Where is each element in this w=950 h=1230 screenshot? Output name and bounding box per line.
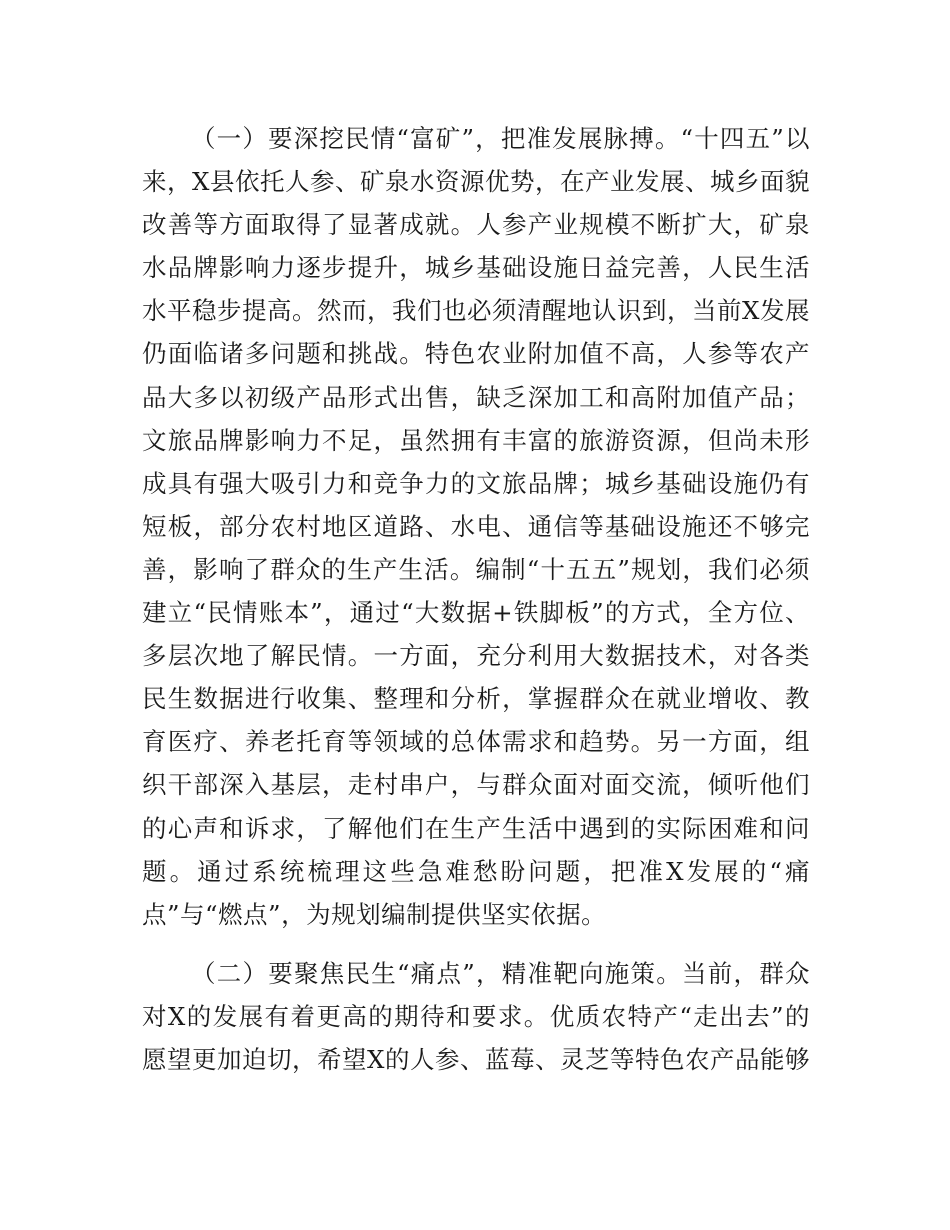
paragraph-people-sentiment: （一）要深挖民情“富矿”，把准发展脉搏。“十四五”以来，X县依托人参、矿泉水资源优势，在产业发展、城乡面貌改善等方面取得了显著成就。人参产业规模不断扩大，矿泉水品牌影响力逐步提升，城乡基础设施日益完善，人民生活水平稳步提高。然而，我们也必须清醒地认识到，当前X发展仍面临诸多问题和挑战。特色农业附加值不高，人参等农产品大多以初级产品形式出售，缺乏深加工和高附加值产品；文旅品牌影响力不足，虽然拥有丰富的旅游资源，但尚未形成具有强大吸引力和竞争力的文旅品牌；城乡基础设施仍有短板，部分农村地区道路、水电、通信等基础设施还不够完善，影响了群众的生产生活。编制“十五五”规划，我们必须建立“民情账本”，通过“大数据+铁脚板”的方式，全方位、多层次地了解民情。一方面，充分利用大数据技术，对各类民生数据进行收集、整理和分析，掌握群众在就业增收、教育医疗、养老托育等领域的总体需求和趋势。另一方面，组织干部深入基层，走村串户，与群众面对面交流，倾听他们的心声和诉求，了解他们在生产生活中遇到的实际困难和问题。通过系统梳理这些急难愁盼问题，把准X发展的“痛点”与“燃点”，为规划编制提供坚实依据。 (142, 124, 810, 929)
paragraph-livelihood-pain-points: （二）要聚焦民生“痛点”，精准靶向施策。当前，群众对X的发展有着更高的期待和要求。优质农特产“走出去”的愿望更加迫切，希望X的人参、蓝莓、灵芝等特色农产品能够 (142, 959, 810, 1075)
